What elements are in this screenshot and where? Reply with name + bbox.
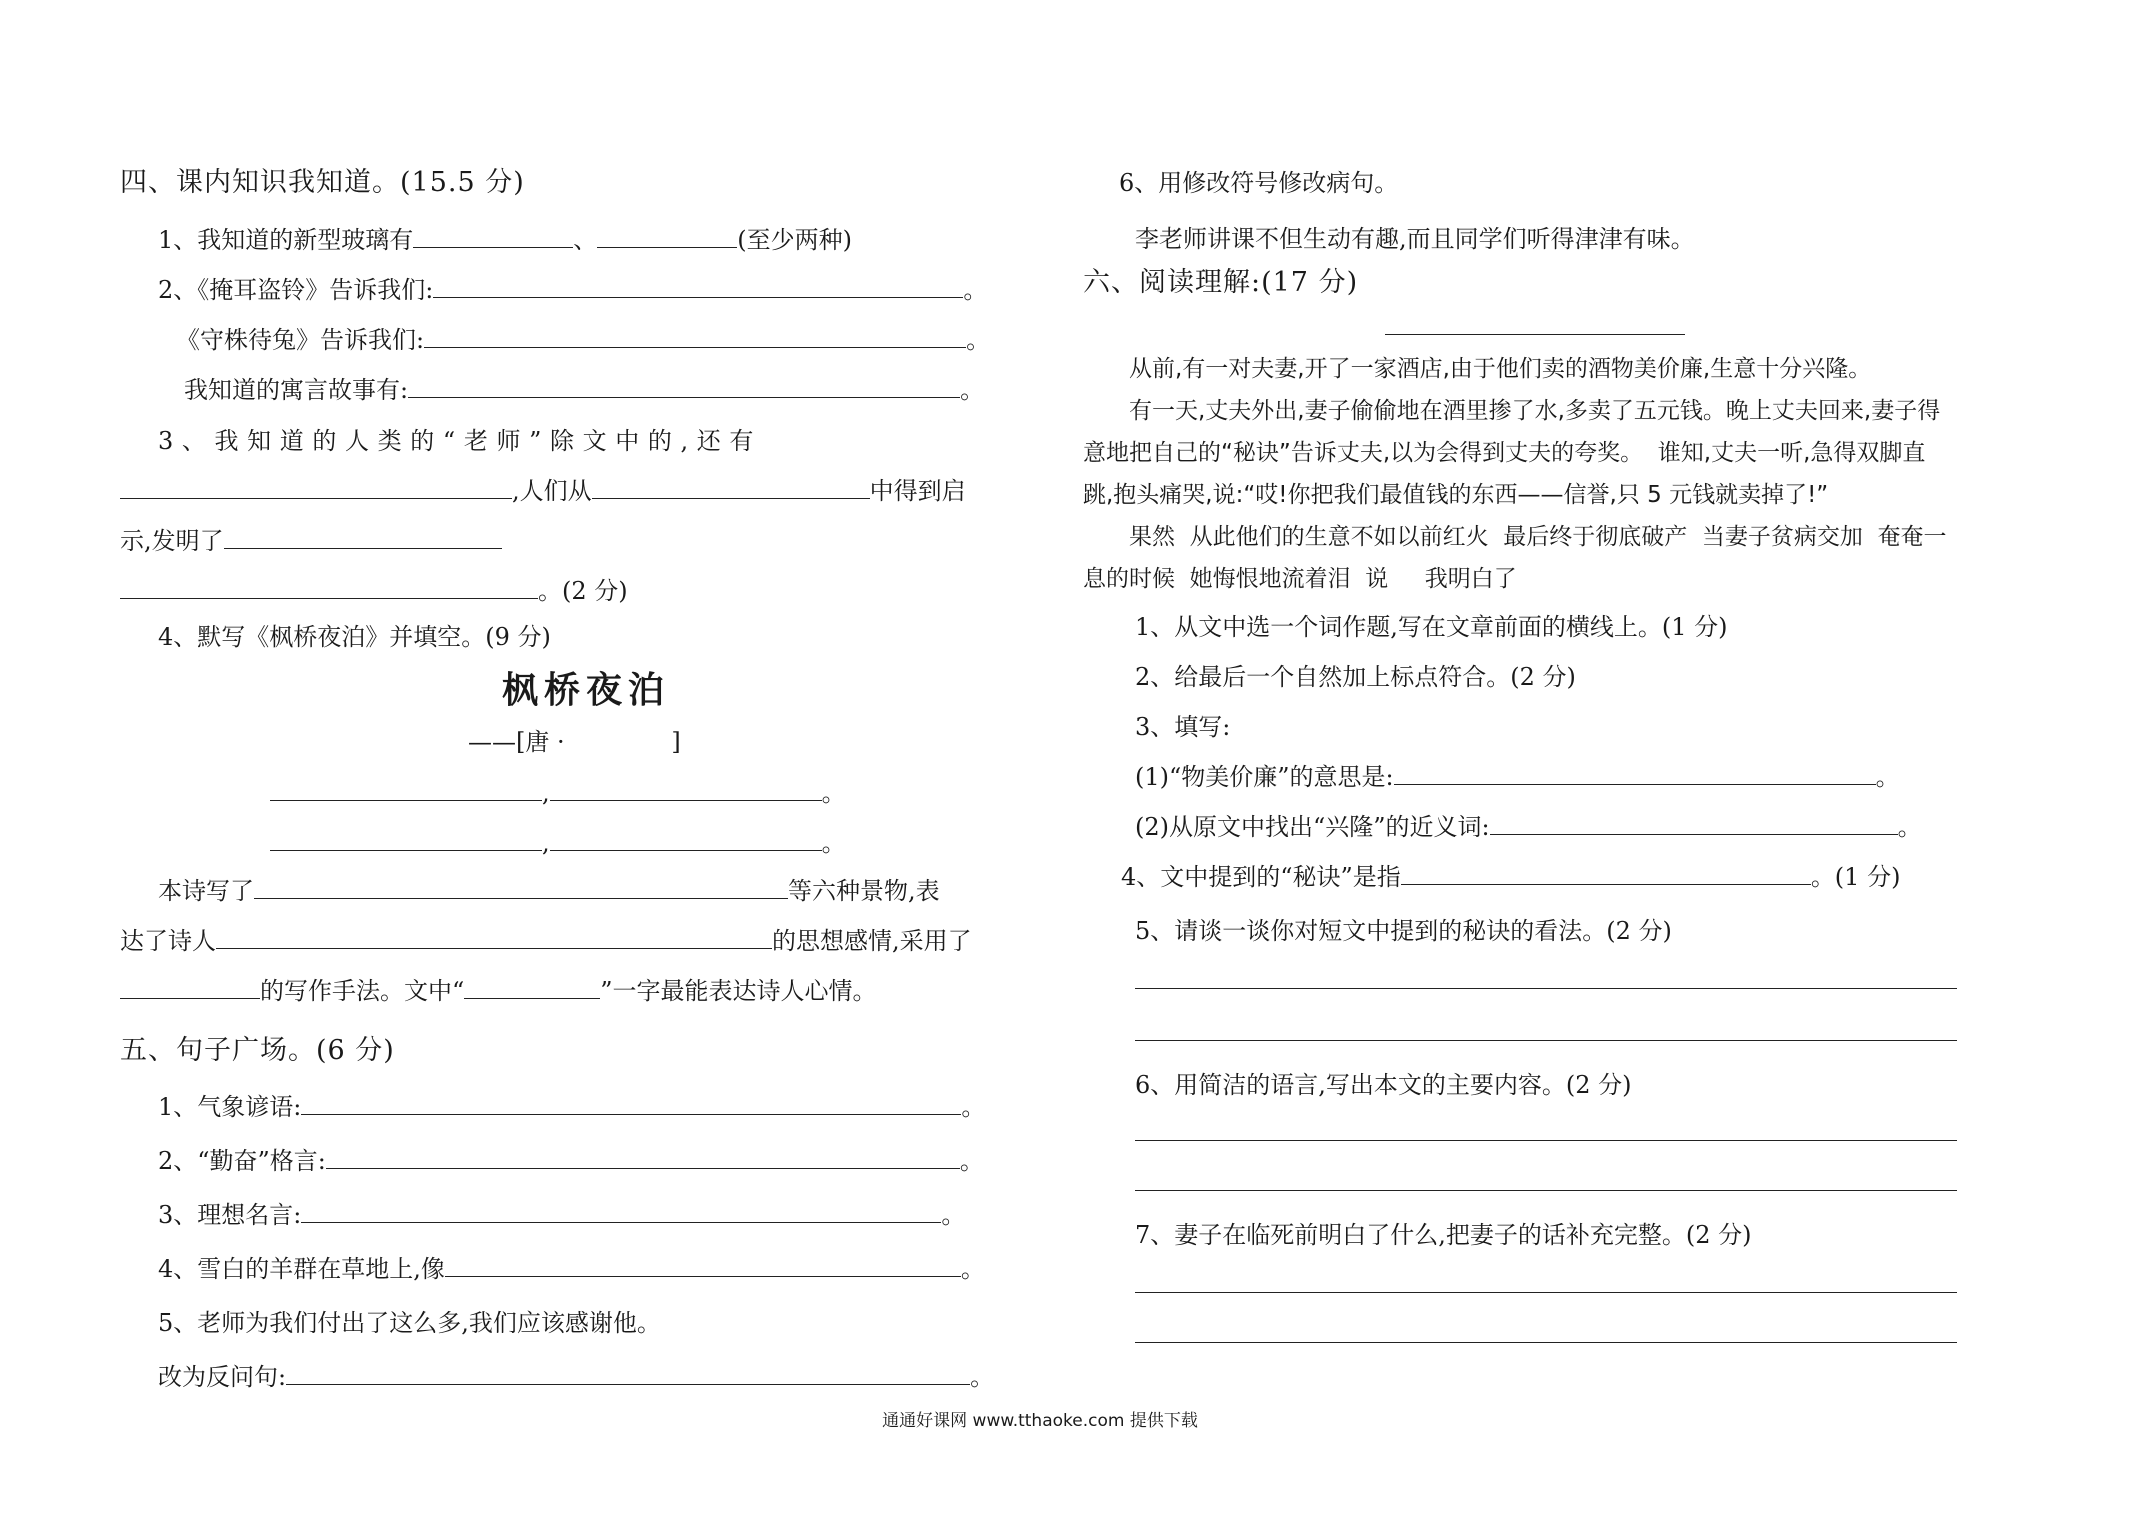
- poem-author: ——[唐 · ]: [468, 728, 681, 756]
- story-line: 果然 从此他们的生意不如以前红火 最后终于彻底破产 当妻子贫病交加 奄奄一: [1129, 524, 1947, 550]
- reading-q3b: [1135, 810, 1922, 844]
- reading-q7: 7、妻子在临死前明白了什么,把妻子的话补充完整。(2 分): [1135, 1221, 1752, 1249]
- period: 。: [959, 1147, 984, 1175]
- q4-text: 4、文中提到的“秘诀”是指: [1121, 863, 1401, 891]
- question-4-2c: [184, 373, 984, 407]
- answer-blank[interactable]: [1490, 810, 1898, 835]
- answer-line[interactable]: [1135, 1342, 1957, 1343]
- q5-2-text: 2、“勤奋”格言:: [158, 1147, 326, 1175]
- sick-sentence: 李老师讲课不但生动有趣,而且同学们听得津津有味。: [1135, 225, 1695, 253]
- answer-blank[interactable]: [413, 223, 573, 248]
- question-5-3: [158, 1198, 965, 1232]
- reading-q3a: [1135, 760, 1900, 794]
- answer-blank[interactable]: [1394, 760, 1876, 785]
- answer-line[interactable]: [1135, 1140, 1957, 1141]
- q5-1-text: 1、气象谚语:: [158, 1093, 302, 1121]
- answer-blank[interactable]: [254, 874, 788, 899]
- period: 。: [961, 1093, 986, 1121]
- question-4-3-line2: [120, 474, 966, 508]
- poem-title: 枫桥夜泊: [502, 669, 671, 711]
- answer-line[interactable]: [1135, 1292, 1957, 1293]
- p1-pre: 本诗写了: [158, 877, 254, 905]
- poem-line-2: [270, 826, 846, 860]
- q4-1-note: (至少两种): [737, 226, 853, 254]
- answer-line[interactable]: [1135, 1190, 1957, 1191]
- period: 。: [1875, 763, 1900, 791]
- poem-analysis-2: [120, 924, 972, 958]
- p2-pre: 达了诗人: [120, 927, 216, 955]
- question-4-4: 4、默写《枫桥夜泊》并填空。(9 分): [158, 623, 551, 651]
- answer-blank[interactable]: [550, 826, 822, 851]
- period: 。: [941, 1201, 966, 1229]
- period: 。: [966, 326, 991, 354]
- story-line: 意地把自己的“秘诀”告诉丈夫,以为会得到丈夫的夸奖。 谁知,丈夫一听,急得双脚直: [1083, 440, 1926, 466]
- question-5-1: [158, 1090, 985, 1124]
- question-4-3-line4: [120, 574, 628, 608]
- question-5-2: [158, 1144, 984, 1178]
- score-note: 。(1 分): [1810, 863, 1901, 891]
- score-note: 。(2 分): [538, 577, 628, 605]
- question-4-2b: [176, 323, 990, 357]
- q4-2b-text: 《守株待兔》告诉我们:: [176, 326, 425, 354]
- story-line: 跳,抱头痛哭,说:“哎!你把我们最值钱的东西——信誉,只 5 元钱就卖掉了!”: [1083, 482, 1829, 508]
- poem-line-1: [270, 776, 846, 810]
- p2-post: 的思想感情,采用了: [772, 927, 972, 955]
- story-line: 有一天,丈夫外出,妻子偷偷地在酒里掺了水,多卖了五元钱。晚上丈夫回来,妻子得: [1129, 398, 1941, 424]
- answer-blank[interactable]: [286, 1360, 970, 1385]
- p3-mid: 的写作手法。文中“: [260, 977, 465, 1005]
- section-6-title: 六、阅读理解:(17 分): [1083, 267, 1359, 298]
- reading-q1: 1、从文中选一个词作题,写在文章前面的横线上。(1 分): [1135, 613, 1728, 641]
- q5-3-text: 3、理想名言:: [158, 1201, 302, 1229]
- question-5-5: 5、老师为我们付出了这么多,我们应该感谢他。: [158, 1309, 661, 1337]
- p3-post: ”一字最能表达诗人心情。: [600, 977, 877, 1005]
- answer-blank[interactable]: [550, 776, 822, 801]
- q4-3-post: 中得到启: [869, 477, 966, 505]
- reading-q6: 6、用简洁的语言,写出本文的主要内容。(2 分): [1135, 1071, 1632, 1099]
- poem-analysis-3: [120, 974, 877, 1008]
- section-4-title: 四、课内知识我知道。(15.5 分): [120, 167, 525, 198]
- answer-blank[interactable]: [597, 223, 737, 248]
- answer-blank[interactable]: [592, 474, 870, 499]
- q4-3-mid: ,人们从: [512, 477, 592, 505]
- answer-blank[interactable]: [1401, 860, 1811, 885]
- period: 。: [821, 779, 846, 807]
- answer-blank[interactable]: [408, 373, 960, 398]
- answer-line[interactable]: [1135, 1040, 1957, 1041]
- answer-blank[interactable]: [120, 574, 538, 599]
- question-4-3-line3: [120, 524, 502, 558]
- separator: 、: [573, 226, 598, 254]
- reading-q3: 3、填写:: [1135, 713, 1231, 741]
- answer-blank[interactable]: [326, 1144, 960, 1169]
- p1-post: 等六种景物,表: [788, 877, 940, 905]
- answer-blank[interactable]: [433, 273, 963, 298]
- question-5-5b: [158, 1360, 994, 1394]
- poem-analysis-1: [158, 874, 940, 908]
- title-blank-line[interactable]: [1385, 334, 1685, 335]
- q4-2c-text: 我知道的寓言故事有:: [184, 376, 409, 404]
- period: 。: [963, 276, 988, 304]
- comma: ,: [542, 829, 550, 857]
- answer-blank[interactable]: [424, 323, 966, 348]
- period: 。: [960, 1255, 985, 1283]
- answer-line[interactable]: [1135, 988, 1957, 989]
- page-footer: 通通好课网 www.tthaoke.com 提供下载: [882, 1411, 1198, 1431]
- q5-4-text: 4、雪白的羊群在草地上,像: [158, 1255, 445, 1283]
- q4-3-pre: 示,发明了: [120, 527, 224, 555]
- reading-q2: 2、给最后一个自然加上标点符合。(2 分): [1135, 663, 1576, 691]
- q4-1-text: 1、我知道的新型玻璃有: [158, 226, 414, 254]
- question-4-2a: [158, 273, 987, 307]
- question-5-4: [158, 1252, 985, 1286]
- q3b-text: (2)从原文中找出“兴隆”的近义词:: [1135, 813, 1490, 841]
- reading-q5: 5、请谈一谈你对短文中提到的秘诀的看法。(2 分): [1135, 917, 1672, 945]
- answer-blank[interactable]: [270, 776, 542, 801]
- comma: ,: [542, 779, 550, 807]
- answer-blank[interactable]: [301, 1198, 941, 1223]
- answer-blank[interactable]: [120, 474, 512, 499]
- story-line: 息的时候 她悔恨地流着泪 说 我明白了: [1083, 566, 1517, 592]
- q3a-text: (1)“物美价廉”的意思是:: [1135, 763, 1394, 791]
- section-5-title: 五、句子广场。(6 分): [120, 1035, 395, 1066]
- answer-blank[interactable]: [464, 974, 600, 999]
- answer-blank[interactable]: [216, 924, 772, 949]
- answer-blank[interactable]: [445, 1252, 961, 1277]
- period: 。: [821, 829, 846, 857]
- answer-blank[interactable]: [301, 1090, 961, 1115]
- period: 。: [970, 1363, 995, 1391]
- period: 。: [960, 376, 985, 404]
- period: 。: [1897, 813, 1922, 841]
- q5-5b-text: 改为反问句:: [158, 1363, 287, 1391]
- answer-blank[interactable]: [120, 974, 260, 999]
- reading-q4: [1121, 860, 1900, 894]
- answer-blank[interactable]: [270, 826, 542, 851]
- q4-2a-text: 2、《掩耳盗铃》告诉我们:: [158, 276, 434, 304]
- question-4-3: 3 、 我 知 道 的 人 类 的 “ 老 师 ” 除 文 中 的 , 还 有: [158, 427, 754, 455]
- story-line: 从前,有一对夫妻,开了一家酒店,由于他们卖的酒物美价廉,生意十分兴隆。: [1129, 356, 1872, 382]
- answer-blank[interactable]: [224, 524, 502, 549]
- question-5-6: 6、用修改符号修改病句。: [1119, 169, 1399, 197]
- question-4-1: [158, 223, 852, 257]
